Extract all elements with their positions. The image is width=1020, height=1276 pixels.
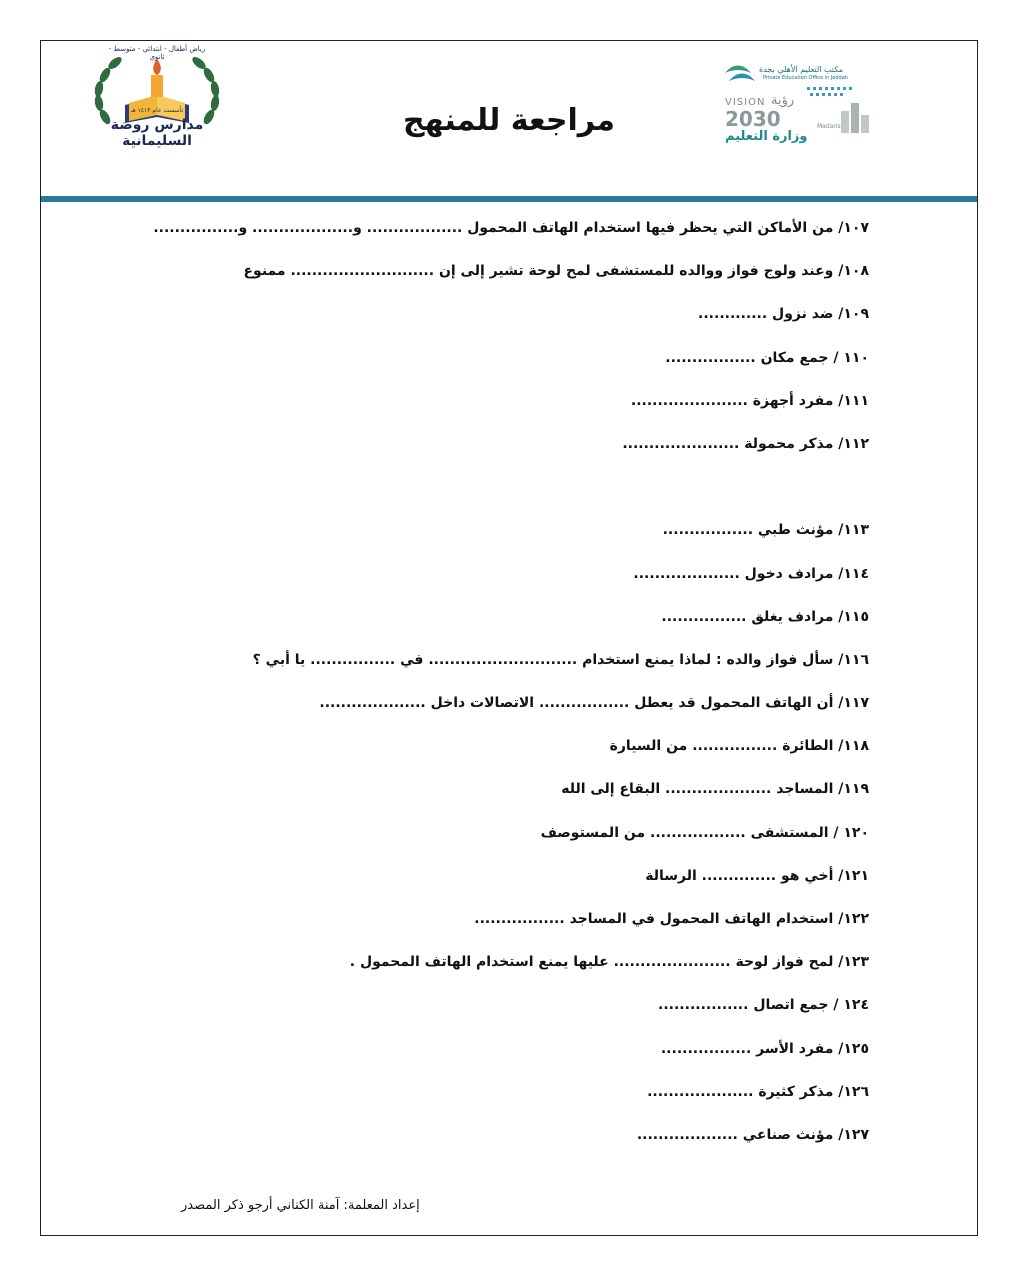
question-122: ١٢٢/ استخدام الهاتف المحمول في المساجد ................. [474,911,869,928]
ministry-name: وزارة التعليم [725,129,808,144]
question-118: ١١٨/ الطائرة ................ من السيارة [609,738,869,755]
teacher-credit: إعداد المعلمة: آمنة الكناني أرجو ذكر المصدر [181,1198,420,1213]
question-119: ١١٩/ المساجد .................... البقاع إلى الله [561,781,869,798]
question-125: ١٢٥/ مفرد الأسر ................. [660,1040,869,1057]
worksheet-page [40,40,978,1236]
vision-word: VISION [725,97,766,108]
page-title: مراجعة للمنهج [402,103,615,138]
question-124: ١٢٤ / جمع اتصال ................. [658,997,869,1014]
question-112: ١١٢/ مذكر محمولة ...................... [622,435,869,452]
question-107: ١٠٧/ من الأماكن التي يحظر فيها استخدام الهاتف المحمول .................. و................... و................ [153,220,869,236]
question-list [129,213,869,1163]
question-116: ١١٦/ سأل فواز والده : لماذا يمنع استخدام ............................ في ................ يا أبي ؟ [252,651,869,668]
vision-year: 2030 [725,107,781,131]
ministry-office-arabic: مكتب التعليم الأهلي بجدة [759,65,844,74]
school-logo-top-text: رياض أطفال - ابتدائي - متوسط - ثانوي [108,45,206,61]
question-127: ١٢٧/ مؤنث صناعي ................... [636,1126,869,1143]
header-divider [41,196,977,202]
ministry-office-english: Private Education Office in Jeddah [763,75,848,81]
question-123: ١٢٣/ لمح فواز لوحة ...................... عليها يمنع استخدام الهاتف المحمول . [349,954,869,971]
question-111: ١١١/ مفرد أجهزة ...................... [630,392,869,409]
header [41,41,977,197]
question-117: ١١٧/ أن الهاتف المحمول قد يعطل ................. الاتصالات داخل .................... [319,695,869,712]
question-109: ١٠٩/ ضد نزول ............. [698,306,869,323]
madaris-label: Madaris [817,123,841,130]
question-126: ١٢٦/ مذكر كثيرة .................... [647,1083,869,1100]
question-108: ١٠٨/ وعند ولوج فواز ووالده للمستشفى لمح لوحة تشير إلى إن ........................... ممنوع [243,263,869,280]
question-110: ١١٠ / جمع مكان ................. [665,349,869,366]
question-120: ١٢٠ / المستشفى .................. من المستوصف [540,824,869,841]
question-121: ١٢١/ أخي هو .............. الرسالة [645,867,869,884]
school-logo-founded-text: تأسست عام ١٤١٣ هـ [130,107,184,114]
question-115: ١١٥/ مرادف يغلق ................ [661,608,869,625]
question-113: ١١٣/ مؤنث طبي ................. [662,522,869,539]
school-logo-name: مدارس روضة السليمانية [110,117,204,149]
question-114: ١١٤/ مرادف دخول .................... [633,565,869,582]
vision-arabic: رؤية [771,93,795,108]
